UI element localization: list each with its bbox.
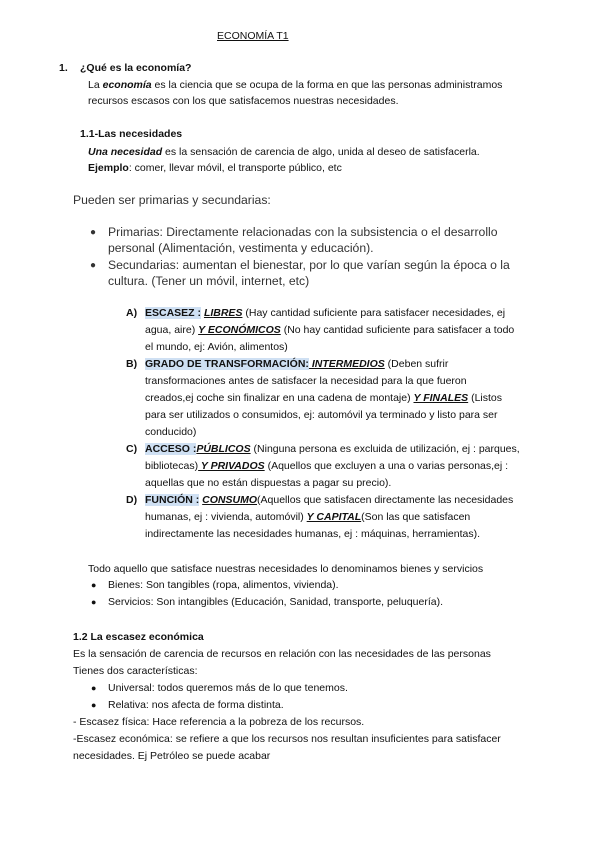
bullet-icon: ●	[90, 260, 97, 271]
goods-item: Bienes: Son tangibles (ropa, alimentos, vivienda).	[108, 579, 339, 591]
class-b-key: GRADO DE TRANSFORMACIÓN:	[145, 358, 309, 370]
class-b-line-1: GRADO DE TRANSFORMACIÓN: INTERMEDIOS (Deben sufrir	[145, 358, 449, 370]
bullet-icon: ●	[91, 580, 97, 590]
need-example: Ejemplo: comer, llevar móvil, el transporte público, etc	[88, 162, 342, 174]
need-term: Una necesidad	[88, 146, 163, 158]
bullet-icon: ●	[91, 683, 97, 693]
economy-term: economía	[102, 79, 152, 91]
economy-definition-line-2: recursos escasos con los que satisfacemos nuestras necesidades.	[88, 95, 399, 107]
need-definition: Una necesidad es la sensación de carencia de algo, unida al deseo de satisfacerla.	[88, 146, 480, 158]
secondary-needs-line-1: Secundarias: aumentan el bienestar, por lo que varían según la época o la	[108, 258, 510, 272]
bullet-icon: ●	[91, 597, 97, 607]
class-b-letter: B)	[126, 358, 138, 370]
section-1-2-heading: 1.2 La escasez económica	[73, 631, 204, 643]
class-d-line-2: humanas, ej : vivienda, automóvil) Y CAPITAL(Son las que satisfacen	[145, 511, 471, 523]
class-c-key: ACCESO :	[145, 443, 197, 455]
class-b-line-5: conducido)	[145, 426, 197, 438]
document-title: ECONOMÍA T1	[217, 30, 289, 42]
section-1-number: 1.	[59, 62, 68, 74]
services-item: Servicios: Son intangibles (Educación, Sanidad, transporte, peluquería).	[108, 596, 444, 608]
class-c-letter: C)	[126, 443, 138, 455]
class-c-line-1: ACCESO :PÚBLICOS (Ninguna persona es excluida de utilización, ej : parques,	[145, 443, 520, 455]
class-a-line-3: el mundo, ej: Avión, alimentos)	[145, 341, 288, 353]
economy-definition-line-1: La economía es la ciencia que se ocupa de la forma en que las personas administramos	[88, 79, 503, 91]
class-c-line-2: bibliotecas) Y PRIVADOS (Aquellos que excluyen a una o varias personas,ej :	[145, 460, 509, 472]
economic-scarcity-line-1: -Escasez económica: se refiere a que los recursos nos resultan insuficientes para satisfacer	[73, 733, 501, 745]
primary-needs-line-2: personal (Alimentación, vestimenta y educación).	[108, 241, 374, 255]
bullet-icon: ●	[91, 700, 97, 710]
class-a-line-1: ESCASEZ : LIBRES (Hay cantidad suficiente para satisfacer necesidades, ej	[145, 307, 506, 319]
relative-item: Relativa: nos afecta de forma distinta.	[108, 699, 284, 711]
section-1-1-heading: 1.1-Las necesidades	[80, 128, 183, 140]
physical-scarcity: - Escasez física: Hace referencia a la pobreza de los recursos.	[73, 716, 365, 728]
universal-item: Universal: todos queremos más de lo que tenemos.	[108, 682, 348, 694]
scarcity-definition: Es la sensación de carencia de recursos en relación con las necesidades de las personas	[73, 648, 491, 660]
bullet-icon: ●	[90, 227, 97, 238]
class-b-line-4: para ser utilizados o consumidos, ej: automóvil ya terminado y listo para ser	[145, 409, 498, 421]
scarcity-characteristics-intro: Tienes dos características:	[73, 665, 198, 677]
economic-scarcity-line-2: necesidades. Ej Petróleo se puede acabar	[73, 750, 271, 762]
class-d-line-1: FUNCIÓN : CONSUMO(Aquellos que satisfacen directamente las necesidades	[145, 494, 514, 506]
class-a-key: ESCASEZ :	[145, 307, 202, 319]
goods-intro: Todo aquello que satisface nuestras necesidades lo denominamos bienes y servicios	[88, 563, 484, 575]
class-d-line-3: indirectamente las necesidades humanas, ej : máquinas, herramientas).	[145, 528, 481, 540]
class-c-line-3: aquellas que no están dispuestas a pagar su precio).	[145, 477, 392, 489]
section-1-heading: ¿Qué es la economía?	[80, 62, 192, 74]
class-b-line-2: transformaciones antes de satisfacer la necesidad para la que fueron	[145, 375, 467, 387]
primary-needs-line-1: Primarias: Directamente relacionadas con la subsistencia o el desarrollo	[108, 225, 498, 239]
needs-types-intro: Pueden ser primarias y secundarias:	[73, 193, 271, 207]
secondary-needs-line-2: cultura. (Tener un móvil, internet, etc)	[108, 274, 310, 288]
class-b-line-3: creados,ej coche sin finalizar en una cadena de montaje) Y FINALES (Listos	[145, 392, 502, 404]
example-label: Ejemplo	[88, 162, 129, 174]
class-d-letter: D)	[126, 494, 138, 506]
class-a-line-2: agua, aire) Y ECONÓMICOS (No hay cantidad suficiente para satisfacer a todo	[145, 324, 515, 336]
class-a-letter: A)	[126, 307, 138, 319]
class-d-key: FUNCIÓN :	[145, 494, 200, 506]
